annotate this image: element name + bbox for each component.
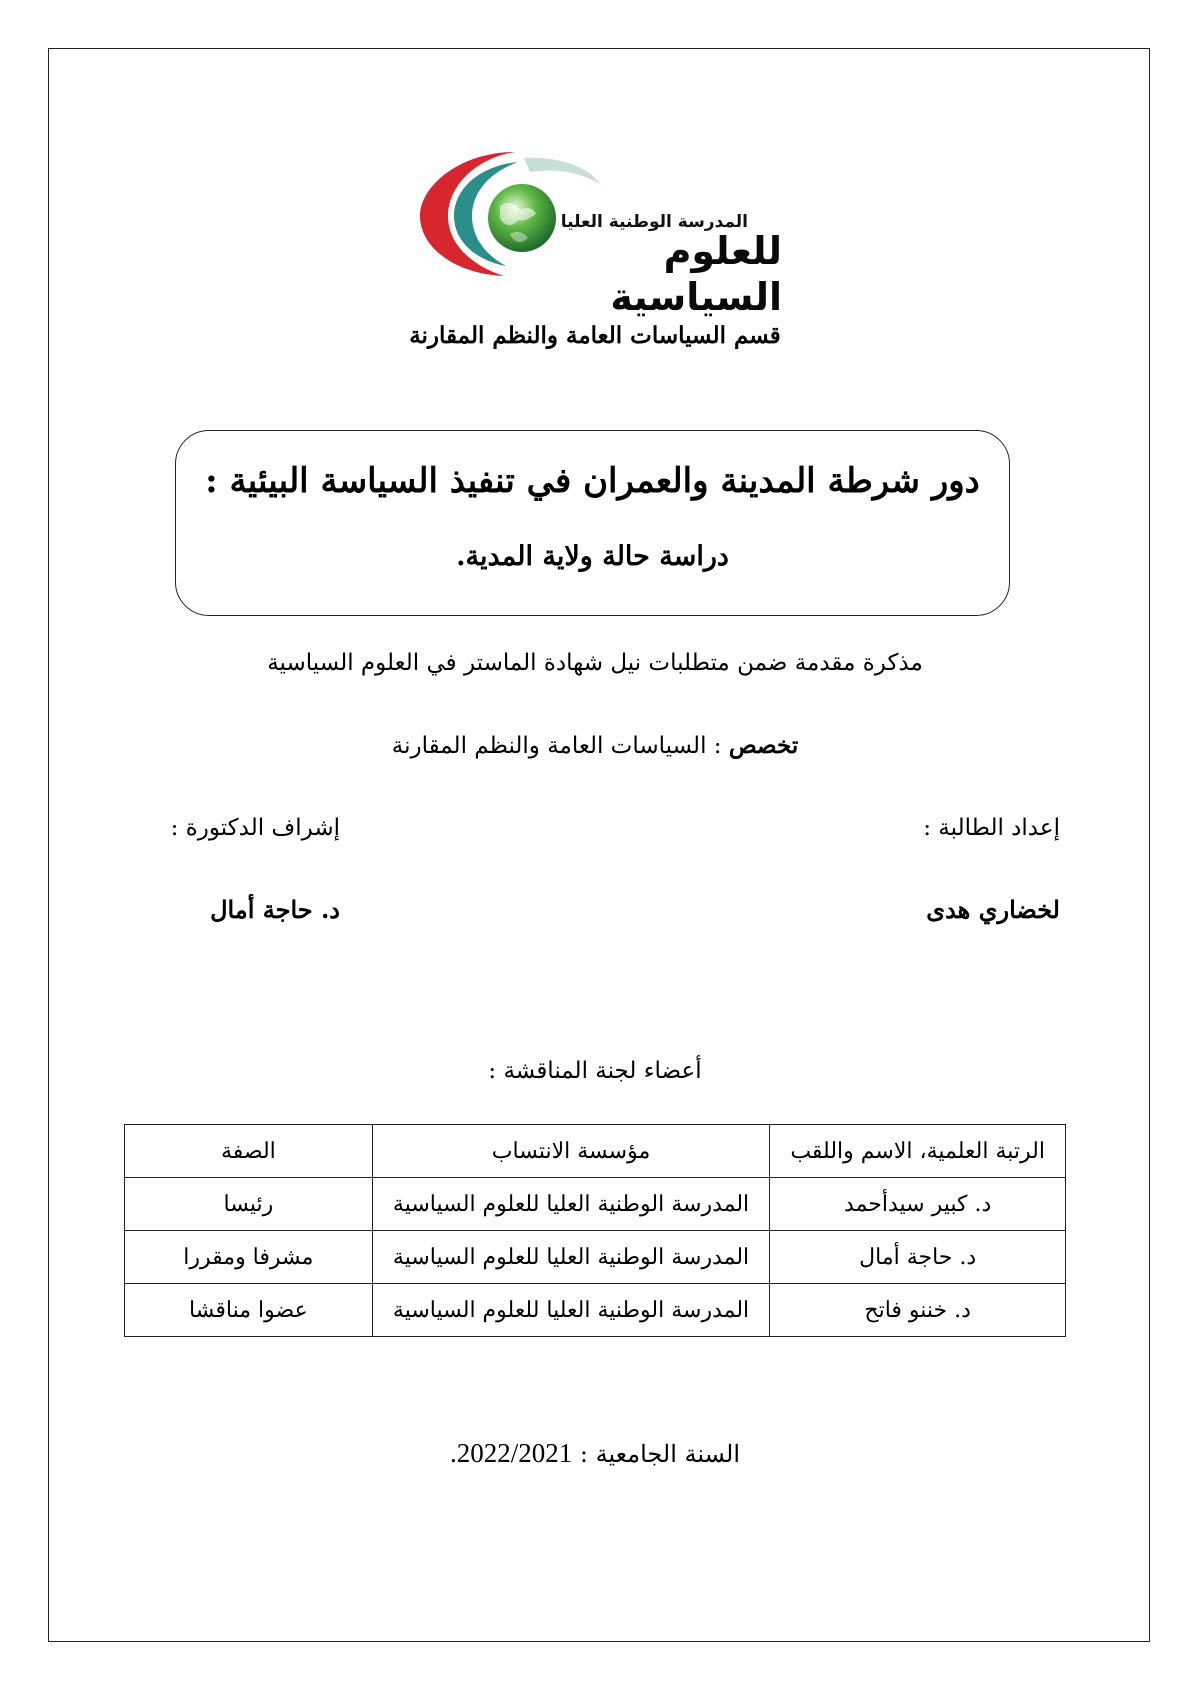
table-row — [125, 1178, 1066, 1231]
supervised-by-label: إشراف الدكتورة : — [170, 815, 340, 841]
member-role: رئيسا — [125, 1178, 373, 1231]
thesis-subtitle: دراسة حالة ولاية المدية. — [456, 541, 729, 572]
member-role: عضوا مناقشا — [125, 1284, 373, 1337]
memo-statement: مذكرة مقدمة ضمن متطلبات نيل شهادة الماستر في العلوم السياسية — [267, 650, 923, 676]
header-institution: مؤسسة الانتساب — [372, 1125, 770, 1178]
table-row — [125, 1231, 1066, 1284]
academic-year-label: السنة الجامعية : — [579, 1440, 741, 1468]
thesis-title: دور شرطة المدينة والعمران في تنفيذ السياسة البيئية : — [205, 461, 980, 501]
prepared-by-label: إعداد الطالبة : — [923, 815, 1060, 841]
member-institution: المدرسة الوطنية العليا للعلوم السياسية — [372, 1231, 770, 1284]
member-institution: المدرسة الوطنية العليا للعلوم السياسية — [372, 1284, 770, 1337]
student-name: لخضاري هدى — [926, 895, 1060, 924]
specialty-label: تخصص — [728, 732, 799, 759]
committee-table — [124, 1124, 1066, 1337]
academic-year-value: 2022/2021. — [449, 1438, 573, 1468]
committee-heading: أعضاء لجنة المناقشة : — [488, 1058, 702, 1084]
specialty-value: : السياسات العامة والنظم المقارنة — [391, 733, 722, 759]
member-name: د. كبير سيدأحمد — [770, 1178, 1066, 1231]
title-box — [175, 430, 1010, 616]
member-name: د. خننو فاتح — [770, 1284, 1066, 1337]
header-role: الصفة — [125, 1125, 373, 1178]
logo-school-name-small: المدرسة الوطنية العليا — [560, 212, 748, 232]
member-role: مشرفا ومقررا — [125, 1231, 373, 1284]
academic-year — [0, 1438, 1190, 1469]
table-header-row — [125, 1125, 1066, 1178]
logo-school-name-big: للعلوم السياسية — [610, 229, 782, 319]
member-institution: المدرسة الوطنية العليا للعلوم السياسية — [372, 1178, 770, 1231]
department-heading: قسم السياسات العامة والنظم المقارنة — [409, 322, 781, 349]
member-name: د. حاجة أمال — [770, 1231, 1066, 1284]
supervisor-name: د. حاجة أمال — [210, 895, 340, 924]
header-rank-name: الرتبة العلمية، الاسم واللقب — [770, 1125, 1066, 1178]
specialty-line — [0, 732, 1190, 759]
table-row — [125, 1284, 1066, 1337]
